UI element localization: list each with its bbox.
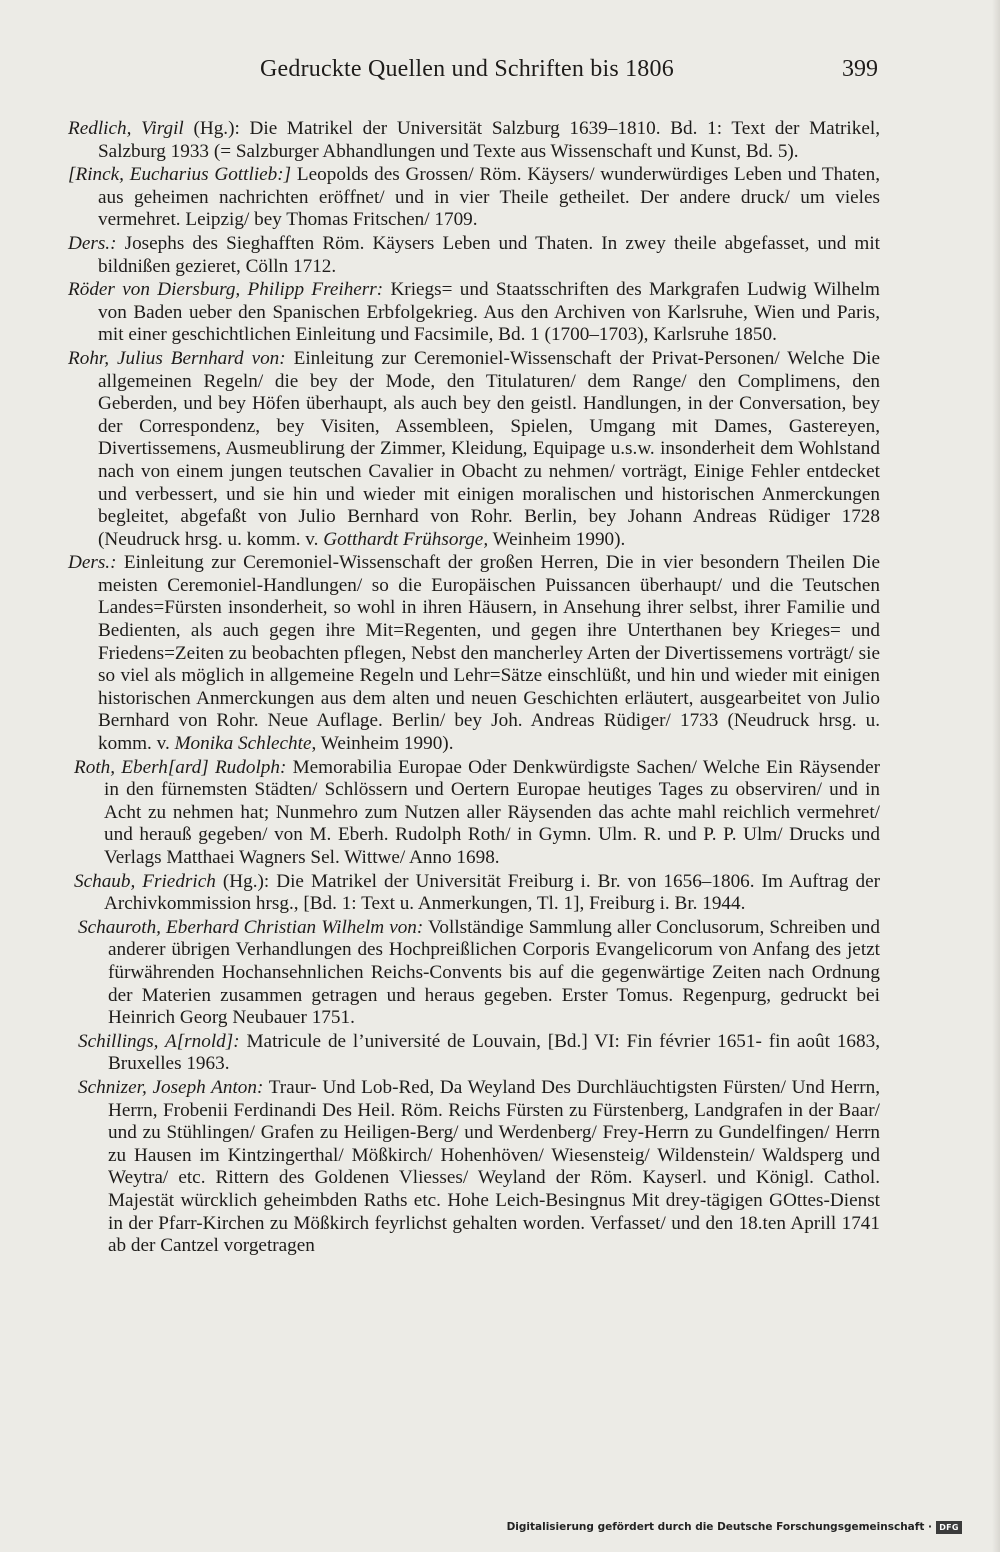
entry-text: Leopolds des Grossen/ Röm. Käysers/ wunderwürdiges Leben und Thaten, aus geheimen nachrichten eröffnet/ und in vier Theile getheilet. Der andere druck/ um vieles vermehret. Leipzig/ bey Thomas Fritschen/ 1709. [98, 164, 880, 231]
bibliography-entry [68, 279, 880, 347]
entry-author: Schauroth, Eberhard Christian Wilhelm von: [78, 916, 424, 938]
entry-editor-mark: (Hg.) [183, 118, 235, 139]
bibliography-entry [74, 871, 880, 916]
digitization-footer [507, 1518, 962, 1536]
entry-text: : Die Matrikel der Universität Freiburg i. Br. von 1656–1806. Im Auftrag der Archivkommission hrsg., [Bd. 1: Text u. Anmerkungen, Tl. 1], Freiburg i. Br. 1944. [104, 870, 881, 915]
entry-text: Kriegs= und Staatsschriften des Markgrafen Ludwig Wilhelm von Baden ueber den Spanischen Erbfolgekrieg. Aus den Archiven von Karlsruhe, Wien und Paris, mit einer geschichtlichen Einleitung und Facsimile, Bd. 1 (1700–1703), Karlsruhe 1850. [98, 279, 880, 346]
page-header [260, 56, 880, 90]
bibliography-entry [78, 917, 880, 1030]
running-title: Gedruckte Quellen und Schriften bis 1806 [260, 56, 674, 82]
entry-author: Schaub, Friedrich [74, 870, 216, 892]
page-number: 399 [842, 56, 878, 82]
bibliography-entry [74, 757, 880, 870]
entry-italic-name: Gotthardt Frühsorge, [323, 528, 489, 550]
entry-author: Rohr, Julius Bernhard von: [68, 347, 286, 369]
bibliography-entry [68, 118, 880, 163]
entry-text-tail: , Weinheim 1990). [311, 733, 454, 755]
entry-text: Einleitung zur Ceremoniel-Wissenschaft der großen Herren, Die in vier besondern Theilen Die meisten Ceremoniel-Handlungen/ so die Europäischen Puissancen überhaupt/ und die Teutschen Landes=Fürsten insonderheit, so wohl in ihren Häusern, in Ansehung ihrer selbst, ihrer Familie und Bedienten, als auch gegen ihre Mit=Regenten, und gegen ihre Unterthanen bey Krieges= und Friedens=Zeiten zu beobachten pflegen, Nebst den mancherley Arten der Divertissemens vorträgt/ sie so viel als möglich in allgemeine Regeln und Lehr=Sätze einschlüßt, und hin und wieder mit einigen historischen Anmerckungen aus dem alten und neuen Geschichten erläutert, ausgearbeitet von Julio Bernhard von Rohr. Neue Auflage. Berlin/ bey Joh. Andreas Rüdiger/ 1733 (Neudruck hrsg. u. komm. v. [98, 552, 880, 755]
bibliography-entry [68, 164, 880, 232]
entry-author: Roth, Eberh[ard] Rudolph: [74, 756, 287, 778]
bibliography-entry [68, 348, 880, 551]
entry-text: Einleitung zur Ceremoniel-Wissenschaft der Privat-Personen/ Welche Die allgemeinen Regeln/ die bey der Mode, den Titulaturen/ dem Range/ den Complimens, den Geberden, und bey Höfen überhaupt, als auch bey den geistl. Handlungen, in der Conversation, bey der Correspondenz, bey Visiten, Assembleen, Spielen, Umgang mit Dames, Gastereyen, Divertissemens, Ausmeublirung der Zimmer, Kleidung, Equipage u.s.w. insonderheit dem Wohlstand nach von einem jungen teutschen Cavalier in Obacht zu nehmen/ vorträgt, Einige Fehler entdecket und verbessert, und sie hin und wieder mit einigen moralischen und historischen Anmerckungen begleitet, abgefaßt von Julio Bernhard von Rohr. Berlin, bey Johann Andreas Rüdiger 1728 (Neudruck hrsg. u. komm. v. [98, 347, 880, 550]
entry-text: Josephs des Sieghafften Röm. Käysers Leben und Thaten. In zwey theile abgefasset, und mit bildnißen gezieret, Cölln 1712. [98, 232, 880, 277]
entry-italic-name: Monika Schlechte [174, 733, 312, 755]
scan-edge-shadow [992, 0, 1000, 1552]
bibliography-entry [78, 1077, 880, 1258]
bibliography-entry [78, 1031, 880, 1076]
footer-text: Digitalisierung gefördert durch die Deutsche Forschungsgemeinschaft · [506, 1521, 932, 1533]
entry-editor-mark: (Hg.) [215, 870, 264, 892]
entry-author: Schnizer, Joseph Anton: [78, 1076, 264, 1098]
entry-author: Ders.: [68, 232, 117, 254]
entry-text: : Die Matrikel der Universität Salzburg 1639–1810. Bd. 1: Text der Matrikel, Salzburg 1933 (= Salzburger Abhandlungen und Texte aus Wissenschaft und Kunst, Bd. 5). [98, 118, 880, 162]
bibliography-entry [68, 552, 880, 755]
entry-text: Traur- Und Lob-Red, Da Weyland Des Durchläuchtigsten Fürsten/ Und Herrn, Herrn, Frobenii Ferdinandi Des Heil. Röm. Reichs Fürsten zu Fürstenberg, Landgrafen in der Baar/ und zu Stühlingen/ Grafen zu Heiligen-Berg/ und Werdenberg/ Frey-Herrn zu Gundelfingen/ Herrn zu Hausen im Kintzingerthal/ Mößkirch/ Hohenhöven/ Wiesensteig/ Wildenstein/ Waldsperg und Weytra/ etc. Rittern des Goldenen Vliesses/ Weyland der Röm. Kayserl. und Königl. Cathol. Majestät würcklich geheimbden Raths etc. Hohe Leich-Besingnus Mit drey-tägigen GOttes-Dienst in der Pfarr-Kirchen zu Mößkirch feyrlichst gehalten worden. Verfasset/ und den 18.ten Aprill 1741 ab der Cantzel vorgetragen [108, 1076, 880, 1257]
entry-text-tail: Weinheim 1990). [488, 528, 626, 550]
entry-author: Schillings, A[rnold]: [78, 1030, 240, 1052]
entry-author: Ders.: [68, 552, 117, 574]
entry-text: Vollständige Sammlung aller Conclusorum, Schreiben und anderer übrigen Verhandlungen des Hochpreißlichen Corporis Evangelicorum von Anfang des jetzt fürwährenden Hochansehnlichen Reichs-Convents bis auf die gegenwärtige Zeiten nach Ordnung der Materien zusammen getragen und heraus gegeben. Erster Tomus. Regenpurg, gedruckt bei Heinrich Georg Neubauer 1751. [108, 916, 880, 1029]
entry-author: Redlich, Virgil [68, 118, 184, 139]
entry-text: Matricule de l’université de Louvain, [Bd.] VI: Fin février 1651- fin août 1683, Bruxelles 1963. [108, 1030, 880, 1075]
entry-text: Memorabilia Europae Oder Denkwürdigste Sachen/ Welche Ein Räysender in den fürnemsten Städten/ Schlössern und Oertern Europae heutiges Tages zu observiren/ und in Acht zu nehmen hat; Nunmehro zum Nutzen aller Räysenden das achte mahl reichlich vermehret/ und herauß gegeben/ von M. Eberh. Rudolph Roth/ in Gymn. Ulm. R. und P. P. Ulm/ Drucks und Verlags Matthaei Wagners Sel. Wittwe/ Anno 1698. [104, 756, 880, 868]
entry-author: [Rinck, Eucharius Gottlieb:] [68, 164, 292, 186]
entry-author: Röder von Diersburg, Philipp Freiherr: [68, 279, 384, 301]
bibliography-entry [68, 233, 880, 278]
dfg-logo-icon: DFG [936, 1521, 962, 1534]
bibliography-list [68, 118, 880, 1259]
